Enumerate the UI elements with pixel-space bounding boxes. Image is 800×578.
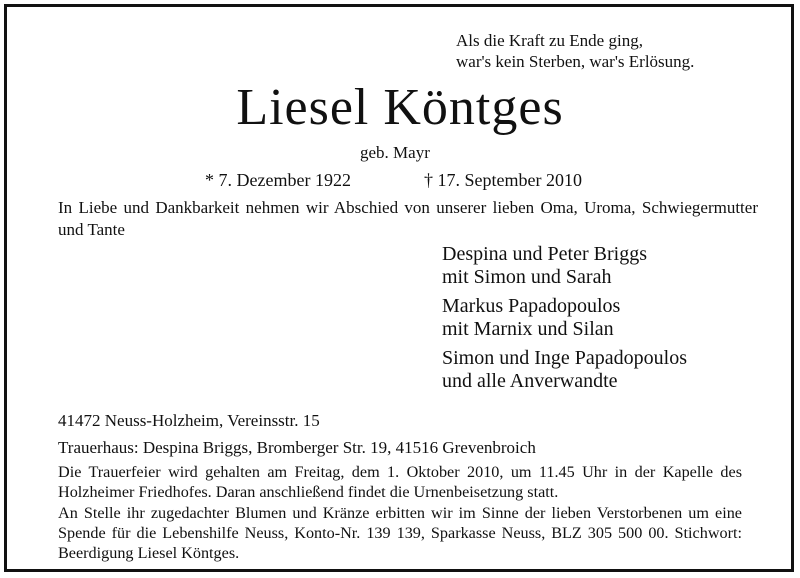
quote-line-1: Als die Kraft zu Ende ging, [456,31,643,50]
death-date: † 17. September 2010 [424,170,582,190]
family-group [442,295,687,341]
family-line: Despina und Peter Briggs [442,243,647,265]
deceased-name: Liesel Köntges [236,79,564,136]
family-line: Markus Papadopoulos [442,295,621,317]
intro-text: In Liebe und Dankbarkeit nehmen wir Abschied von unserer lieben Oma, Uroma, Schwiegermutter und Tante [58,198,758,239]
family-line: mit Simon und Sarah [442,266,612,288]
quote-line-2: war's kein Sterben, war's Erlösung. [456,52,695,71]
family-line: mit Marnix und Silan [442,318,614,340]
mourning-house: Trauerhaus: Despina Briggs, Bromberger Str. 19, 41516 Grevenbroich [58,438,536,457]
family-line: Simon und Inge Papadopoulos [442,347,687,369]
maiden-name: geb. Mayr [360,143,430,162]
family-group [442,347,687,393]
family-line: und alle Anverwandte [442,370,618,392]
family-list [442,243,687,399]
ceremony-notice: Die Trauerfeier wird gehalten am Freitag, dem 1. Oktober 2010, um 11.45 Uhr in der Kapelle des Holzheimer Friedhofes. Daran anschließend findet die Urnenbeisetzung statt. [58,463,742,501]
family-group [442,243,687,289]
family-address: 41472 Neuss-Holzheim, Vereinsstr. 15 [58,411,320,430]
donation-notice: An Stelle ihr zugedachter Blumen und Kränze erbitten wir im Sinne der lieben Verstorbenen um eine Spende für die Lebenshilfe Neuss, Konto-Nr. 139 139, Sparkasse Neuss, BLZ 305 500 00. Stichwort: Beerdigung Liesel Köntges. [58,504,742,562]
birth-date: * 7. Dezember 1922 [205,170,351,190]
epitaph-quote [456,30,694,72]
